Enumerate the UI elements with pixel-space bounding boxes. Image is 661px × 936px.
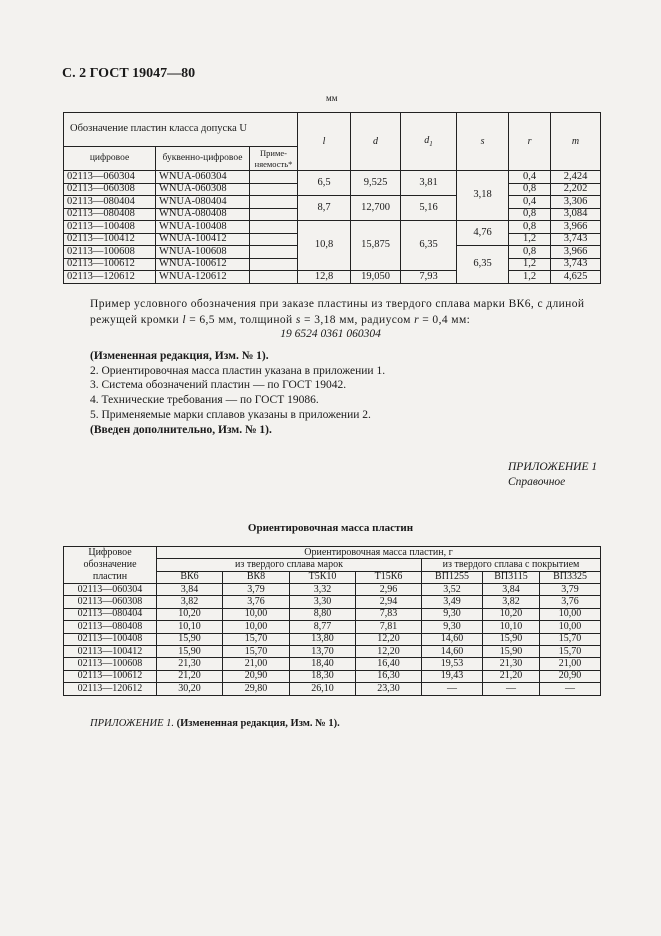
- mass-cell: 21,20: [483, 670, 540, 682]
- col-header-d1-sub: 1: [429, 139, 433, 148]
- mass-cell: 3,76: [540, 596, 601, 608]
- mass-cell: 3,32: [290, 584, 356, 596]
- mass-cell: 15,70: [540, 645, 601, 657]
- mass-cell: 15,90: [157, 633, 223, 645]
- row-m: 3,084: [551, 208, 601, 221]
- mass-cell: 23,30: [356, 683, 422, 695]
- mass-cell: 9,30: [422, 608, 483, 620]
- row-r: 0,4: [509, 171, 551, 184]
- mass-cell: 19,43: [422, 670, 483, 682]
- mass-cell: 2,96: [356, 584, 422, 596]
- col-header-designation: Обозначение пластин класса допуска U: [64, 113, 298, 147]
- row-code: 02113—080404: [64, 608, 157, 620]
- mass-cell: 10,00: [223, 608, 290, 620]
- appendix-title: ПРИЛОЖЕНИЕ 1: [508, 461, 598, 473]
- col-header-code: Цифровое обозначение пластин: [64, 547, 157, 584]
- col-header-r: r: [509, 113, 551, 171]
- designation-code: 19 6524 0361 060304: [280, 328, 381, 340]
- row-code: 02113—080408: [64, 208, 156, 221]
- s-value-1: 3,18: [457, 171, 509, 221]
- row-m: 3,743: [551, 233, 601, 246]
- mass-cell: 8,77: [290, 621, 356, 633]
- col-header-hard: из твердого сплава марок: [157, 559, 422, 571]
- row-code: 02113—060308: [64, 596, 157, 608]
- row-r: 0,8: [509, 183, 551, 196]
- row-code: 02113—060304: [64, 584, 157, 596]
- row-m: 3,966: [551, 246, 601, 259]
- row-code: 02113—100408: [64, 633, 157, 645]
- row-code: 02113—100612: [64, 670, 157, 682]
- row-applic: [250, 233, 298, 246]
- row-applic: [250, 196, 298, 209]
- row-code: 02113—060308: [64, 183, 156, 196]
- col-header-applicability: Приме- няемость*: [250, 147, 298, 171]
- mass-cell: 3,82: [483, 596, 540, 608]
- row-r: 0,8: [509, 246, 551, 259]
- row-m: 3,966: [551, 221, 601, 234]
- mass-cell: 14,60: [422, 645, 483, 657]
- mass-table: [63, 546, 601, 696]
- col-header-d1: [401, 113, 457, 171]
- mass-cell: —: [483, 683, 540, 695]
- grade-header: Т5К10: [290, 571, 356, 583]
- col-header-m: m: [551, 113, 601, 171]
- row-r: 0,8: [509, 208, 551, 221]
- group2-l: 8,7: [298, 196, 351, 221]
- mass-cell: 15,90: [483, 633, 540, 645]
- row-alnum: WNUA-100608: [156, 246, 250, 259]
- plates-dimensions-table: [63, 112, 601, 284]
- row-applic: [250, 246, 298, 259]
- mass-cell: —: [422, 683, 483, 695]
- row-alnum: WNUA-060308: [156, 183, 250, 196]
- row-applic: [250, 208, 298, 221]
- col-header-s: s: [457, 113, 509, 171]
- table-row: [64, 584, 601, 596]
- mass-cell: 15,90: [483, 645, 540, 657]
- group4-d1: 7,93: [401, 271, 457, 284]
- row-code: 02113—100412: [64, 233, 156, 246]
- mass-cell: 15,70: [223, 645, 290, 657]
- row-applic: [250, 271, 298, 284]
- group2-d: 12,700: [351, 196, 401, 221]
- mass-cell: 15,70: [540, 633, 601, 645]
- table-row: [64, 608, 601, 620]
- mass-cell: 15,90: [157, 645, 223, 657]
- mass-cell: 10,20: [157, 608, 223, 620]
- note-item: 2. Ориентировочная масса пластин указана в приложении 1.: [90, 364, 386, 377]
- mass-cell: 3,52: [422, 584, 483, 596]
- mass-cell: 3,79: [540, 584, 601, 596]
- grade-header: ВК6: [157, 571, 223, 583]
- designation-example: Пример условного обозначения при заказе пластины из твердого сплава марки ВК6, с длиной режущей кромки l = 6,5 мм, толщиной s = 3,18 мм, радиусом r = 0,4 мм:: [90, 298, 585, 326]
- mass-cell: 10,20: [483, 608, 540, 620]
- mass-cell: 3,30: [290, 596, 356, 608]
- mass-table-title: Ориентировочная масса пластин: [247, 522, 414, 534]
- page-header: С. 2 ГОСТ 19047—80: [62, 66, 196, 81]
- table-row: [64, 621, 601, 633]
- row-r: 1,2: [509, 258, 551, 271]
- note-item: 5. Применяемые марки сплавов указаны в приложении 2.: [90, 408, 371, 421]
- grade-header: ВП3325: [540, 571, 601, 583]
- mass-cell: 26,10: [290, 683, 356, 695]
- row-alnum: WNUA-100612: [156, 258, 250, 271]
- mass-cell: 21,30: [157, 658, 223, 670]
- mass-cell: 30,20: [157, 683, 223, 695]
- row-m: 3,306: [551, 196, 601, 209]
- row-code: 02113—100612: [64, 258, 156, 271]
- group3-d: 15,875: [351, 221, 401, 271]
- mass-cell: 3,79: [223, 584, 290, 596]
- mass-cell: 3,49: [422, 596, 483, 608]
- group1-d1: 3,81: [401, 171, 457, 196]
- table-row: [64, 645, 601, 657]
- row-alnum: WNUA-080404: [156, 196, 250, 209]
- row-code: 02113—080404: [64, 196, 156, 209]
- mass-cell: 3,82: [157, 596, 223, 608]
- row-code: 02113—080408: [64, 621, 157, 633]
- mass-cell: —: [540, 683, 601, 695]
- mass-cell: 20,90: [540, 670, 601, 682]
- notes-list: [90, 349, 385, 437]
- mass-cell: 3,84: [483, 584, 540, 596]
- mass-cell: 16,30: [356, 670, 422, 682]
- row-r: 0,8: [509, 221, 551, 234]
- group4-d: 19,050: [351, 271, 401, 284]
- table-row: [64, 658, 601, 670]
- mass-cell: 14,60: [422, 633, 483, 645]
- mass-cell: 13,80: [290, 633, 356, 645]
- s-value-2: 4,76: [457, 221, 509, 246]
- mass-cell: 9,30: [422, 621, 483, 633]
- mass-cell: 7,83: [356, 608, 422, 620]
- mass-cell: 7,81: [356, 621, 422, 633]
- mass-cell: 29,80: [223, 683, 290, 695]
- col-header-coated: из твердого сплава с покрытием: [422, 559, 601, 571]
- mass-cell: 2,94: [356, 596, 422, 608]
- row-alnum: WNUA-060304: [156, 171, 250, 184]
- footnote-bold: (Измененная редакция, Изм. № 1).: [176, 718, 340, 729]
- appendix-label: [508, 460, 597, 490]
- grade-header: Т15К6: [356, 571, 422, 583]
- mass-cell: 21,30: [483, 658, 540, 670]
- group2-d1: 5,16: [401, 196, 457, 221]
- mass-cell: 20,90: [223, 670, 290, 682]
- group3-l: 10,8: [298, 221, 351, 271]
- mass-cell: 13,70: [290, 645, 356, 657]
- mass-cell: 8,80: [290, 608, 356, 620]
- col-header-d: d: [351, 113, 401, 171]
- row-code: 02113—120612: [64, 271, 156, 284]
- mass-cell: 21,00: [223, 658, 290, 670]
- mass-cell: 21,00: [540, 658, 601, 670]
- row-alnum: WNUA-120612: [156, 271, 250, 284]
- row-code: 02113—100408: [64, 221, 156, 234]
- mass-cell: 12,20: [356, 633, 422, 645]
- mass-cell: 21,20: [157, 670, 223, 682]
- row-m: 2,424: [551, 171, 601, 184]
- row-applic: [250, 221, 298, 234]
- mass-cell: 10,10: [157, 621, 223, 633]
- mass-cell: 15,70: [223, 633, 290, 645]
- row-r: 1,2: [509, 233, 551, 246]
- mass-cell: 18,30: [290, 670, 356, 682]
- mass-cell: 3,76: [223, 596, 290, 608]
- col-header-d1-sym: d: [424, 134, 430, 146]
- table-row: [64, 683, 601, 695]
- row-applic: [250, 258, 298, 271]
- note-item: 3. Система обозначений пластин — по ГОСТ 19042.: [90, 379, 347, 392]
- mass-cell: 19,53: [422, 658, 483, 670]
- row-code: 02113—120612: [64, 683, 157, 695]
- row-m: 3,743: [551, 258, 601, 271]
- footnote-italic: ПРИЛОЖЕНИЕ 1.: [90, 718, 177, 729]
- col-header-l: l: [298, 113, 351, 171]
- col-header-alnum: буквенно-цифровое: [156, 147, 250, 171]
- mass-cell: 16,40: [356, 658, 422, 670]
- col-header-digital: цифровое: [64, 147, 156, 171]
- mass-cell: 18,40: [290, 658, 356, 670]
- table-row: [64, 633, 601, 645]
- row-code: 02113—100608: [64, 246, 156, 259]
- mass-cell: 12,20: [356, 645, 422, 657]
- group1-l: 6,5: [298, 171, 351, 196]
- row-m: 4,625: [551, 271, 601, 284]
- row-r: 0,4: [509, 196, 551, 209]
- row-code: 02113—100608: [64, 658, 157, 670]
- mass-cell: 10,00: [540, 608, 601, 620]
- s-value-3: 6,35: [457, 246, 509, 284]
- row-applic: [250, 171, 298, 184]
- note-item: (Измененная редакция, Изм. № 1).: [90, 350, 269, 362]
- row-code: 02113—100412: [64, 645, 157, 657]
- row-code: 02113—060304: [64, 171, 156, 184]
- group3-d1: 6,35: [401, 221, 457, 271]
- group1-d: 9,525: [351, 171, 401, 196]
- row-alnum: WNUA-100412: [156, 233, 250, 246]
- col-header-mass: Ориентировочная масса пластин, г: [157, 547, 601, 559]
- mass-cell: 10,10: [483, 621, 540, 633]
- row-applic: [250, 183, 298, 196]
- table-row: [64, 670, 601, 682]
- row-r: 1,2: [509, 271, 551, 284]
- note-item: 4. Технические требования — по ГОСТ 19086.: [90, 394, 319, 407]
- appendix-sub: Справочное: [508, 476, 566, 488]
- mass-cell: 10,00: [223, 621, 290, 633]
- table-row: [64, 596, 601, 608]
- group4-l: 12,8: [298, 271, 351, 284]
- footnote: [90, 718, 340, 729]
- mass-cell: 3,84: [157, 584, 223, 596]
- unit-label: мм: [326, 93, 338, 103]
- row-alnum: WNUA-100408: [156, 221, 250, 234]
- grade-header: ВП3115: [483, 571, 540, 583]
- row-m: 2,202: [551, 183, 601, 196]
- grade-header: ВП1255: [422, 571, 483, 583]
- note-item: (Введен дополнительно, Изм. № 1).: [90, 423, 272, 436]
- row-alnum: WNUA-080408: [156, 208, 250, 221]
- mass-cell: 10,00: [540, 621, 601, 633]
- grade-header: ВК8: [223, 571, 290, 583]
